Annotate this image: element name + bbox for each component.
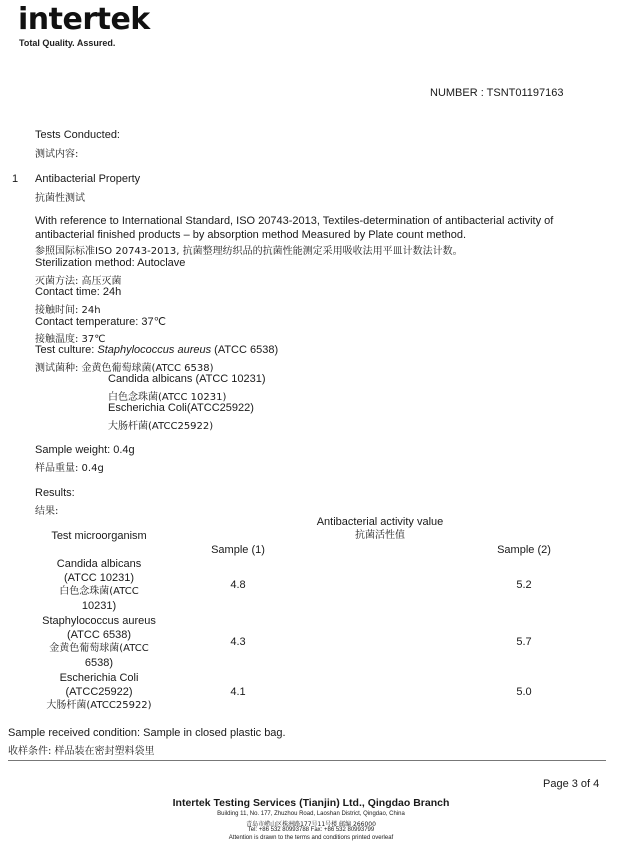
contact-time: Contact time: 24h bbox=[35, 286, 122, 298]
tests-conducted-label: Tests Conducted: bbox=[35, 129, 120, 141]
contact-temperature-cn: 接触温度: 37℃ bbox=[35, 334, 106, 345]
col-test-microorganism: Test microorganism bbox=[51, 530, 147, 542]
footer-divider bbox=[8, 760, 606, 761]
tests-conducted-label-cn: 测试内容: bbox=[35, 149, 79, 160]
sample-weight-cn: 样品重量: 0.4g bbox=[35, 463, 104, 474]
reference-line-2: antibacterial finished products – by absorption method Measured by Plate count method. bbox=[35, 229, 467, 241]
culture-candida-cn: 白色念珠菌(ATCC 10231) bbox=[108, 392, 227, 403]
sterilization-method-cn: 灭菌方法: 高压灭菌 bbox=[35, 276, 122, 287]
organism-name: Candida albicans bbox=[56, 558, 142, 570]
organism-strain: (ATCC 6538) bbox=[67, 629, 131, 641]
organism-name-cn: 大肠杆菌(ATCC25922) bbox=[46, 700, 152, 711]
sample-1-value: 4.8 bbox=[230, 579, 246, 591]
organism-strain-cont: 10231) bbox=[81, 600, 117, 612]
contact-time-cn: 接触时间: 24h bbox=[35, 305, 101, 316]
col-sample-2: Sample (2) bbox=[497, 544, 551, 556]
organism-name: Staphylococcus aureus bbox=[42, 615, 156, 627]
footer-attention: Attention is drawn to the terms and conditions printed overleaf bbox=[228, 835, 394, 841]
sample-2-value: 5.0 bbox=[516, 686, 532, 698]
organism-name-cn: 白色念珠菌(ATCC bbox=[59, 586, 139, 597]
results-label: Results: bbox=[35, 487, 75, 499]
section-title: Antibacterial Property bbox=[35, 173, 141, 185]
footer-address-cn: 青岛市崂山区株洲路177号11号楼 邮编 266000 bbox=[246, 821, 376, 828]
sterilization-method: Sterilization method: Autoclave bbox=[35, 257, 186, 269]
sample-weight: Sample weight: 0.4g bbox=[35, 444, 135, 456]
table-row-organism bbox=[24, 614, 174, 670]
organism-name-cn: 金黄色葡萄球菌(ATCC bbox=[49, 643, 149, 654]
test-culture-strain: (ATCC 6538) bbox=[211, 344, 279, 356]
culture-candida: Candida albicans (ATCC 10231) bbox=[108, 373, 266, 385]
culture-ecoli: Escherichia Coli(ATCC25922) bbox=[108, 402, 254, 414]
reference-line-cn: 参照国际标准ISO 20743-2013, 抗菌整理纺织品的抗菌性能测定采用吸收法用平皿计数法计数。 bbox=[35, 246, 463, 257]
contact-temperature: Contact temperature: 37℃ bbox=[35, 316, 166, 328]
section-title-cn: 抗菌性测试 bbox=[35, 193, 85, 204]
footer-address: Building 11, No. 177, Zhuzhou Road, Laoshan District, Qingdao, China bbox=[217, 811, 405, 817]
reference-line-1: With reference to International Standard, ISO 20743-2013, Textiles-determination of antibacterial activity of bbox=[35, 215, 554, 227]
report-number: NUMBER : TSNT01197163 bbox=[430, 87, 564, 99]
organism-strain-cont: 6538) bbox=[84, 657, 114, 669]
col-antibacterial-activity-cn: 抗菌活性值 bbox=[355, 530, 405, 541]
sample-2-value: 5.2 bbox=[516, 579, 532, 591]
organism-strain: (ATCC25922) bbox=[65, 686, 133, 698]
col-antibacterial-activity: Antibacterial activity value bbox=[316, 516, 444, 528]
table-row-organism bbox=[24, 557, 174, 613]
sample-1-value: 4.1 bbox=[230, 686, 246, 698]
organism-name: Escherichia Coli bbox=[59, 672, 139, 684]
test-culture bbox=[35, 344, 278, 356]
logo-tagline: Total Quality. Assured. bbox=[19, 38, 116, 48]
sample-2-value: 5.7 bbox=[516, 636, 532, 648]
culture-ecoli-cn: 大肠杆菌(ATCC25922) bbox=[108, 421, 214, 432]
organism-strain: (ATCC 10231) bbox=[63, 572, 135, 584]
sample-1-value: 4.3 bbox=[230, 636, 246, 648]
results-label-cn: 结果: bbox=[35, 506, 59, 517]
page-number: Page 3 of 4 bbox=[543, 778, 600, 790]
footer-phone: Tel: +86 532 80993788 Fax: +86 532 80993799 bbox=[247, 827, 375, 833]
test-culture-organism: Staphylococcus aureus bbox=[97, 344, 212, 356]
footer-company: Intertek Testing Services (Tianjin) Ltd., Qingdao Branch bbox=[172, 797, 450, 809]
sample-condition-cn: 收样条件: 样品装在密封塑料袋里 bbox=[8, 746, 155, 757]
intertek-logo: intertek bbox=[18, 2, 150, 37]
section-number: 1 bbox=[12, 173, 19, 185]
sample-condition: Sample received condition: Sample in closed plastic bag. bbox=[8, 727, 286, 739]
test-culture-cn: 测试菌种: 金黄色葡萄球菌(ATCC 6538) bbox=[35, 363, 214, 374]
col-sample-1: Sample (1) bbox=[211, 544, 265, 556]
test-culture-label: Test culture: bbox=[35, 344, 98, 356]
table-row-organism bbox=[24, 671, 174, 713]
